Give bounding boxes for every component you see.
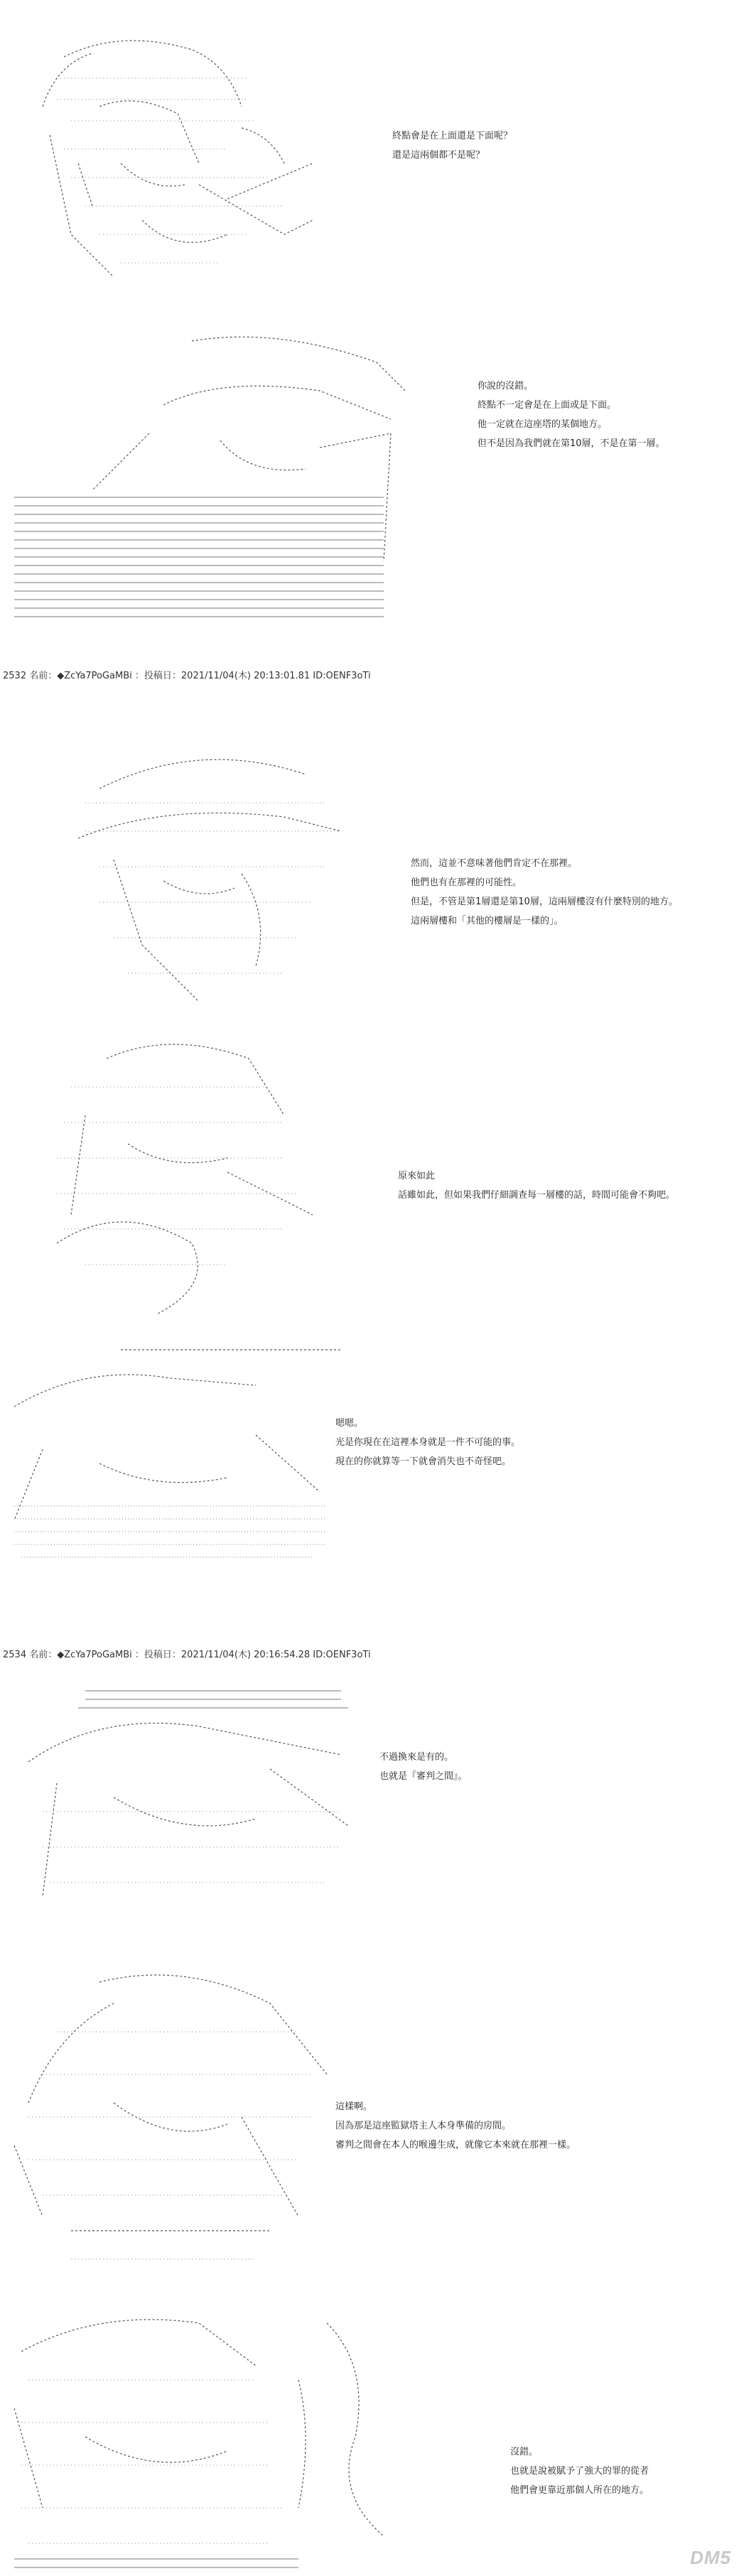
dialogue-line: 終點不一定會是在上面或是下面。	[478, 400, 617, 411]
panel-7	[0, 1961, 744, 2288]
dialogue-line: 你說的沒錯。	[478, 381, 534, 391]
dialogue-box-4	[398, 1167, 675, 1205]
dialogue-line: 這樣啊。	[335, 2101, 373, 2112]
panel-4	[0, 1030, 744, 1328]
dialogue-line: 他們也有在那裡的可能性。	[411, 877, 522, 888]
ascii-art-character-4	[14, 1030, 412, 1328]
dialogue-line: 嗯嗯。	[335, 1418, 364, 1429]
dialogue-box-8	[510, 2442, 649, 2500]
dialogue-line: 因為那是這座監獄塔主人本身準備的房間。	[335, 2121, 512, 2131]
dialogue-line: 沒錯。	[510, 2447, 539, 2457]
panel-3	[0, 732, 744, 1016]
dialogue-box-1	[392, 126, 512, 165]
dialogue-line: 還是這兩個都不是呢？	[392, 150, 485, 161]
panel-8	[0, 2295, 744, 2576]
dialogue-line: 也就是『審判之間』。	[379, 1771, 468, 1782]
ascii-art-character-5	[0, 1336, 398, 1648]
site-watermark-logo	[690, 2547, 731, 2569]
dialogue-line: 話雖如此，但如果我們仔細調查每一層樓的話，時間可能會不夠吧。	[398, 1190, 676, 1201]
panel-2	[0, 320, 744, 661]
dialogue-line: 現在的你就算等一下就會消失也不奇怪吧。	[335, 1456, 512, 1467]
ascii-art-character-3	[57, 732, 455, 1016]
dialogue-line: 終點會是在上面還是下面呢？	[392, 131, 513, 141]
watermark-text: DM5	[690, 2547, 731, 2568]
dialogue-box-2	[478, 377, 665, 453]
dialogue-box-5	[335, 1414, 520, 1471]
ascii-art-character-1	[14, 21, 412, 291]
dialogue-line: 但不是因為我們就在第10層，不是在第一層。	[478, 438, 665, 449]
ascii-art-character-6	[14, 1684, 412, 1939]
panel-1	[0, 0, 744, 298]
panel-5	[0, 1336, 744, 1648]
ascii-art-character-8	[0, 2295, 398, 2576]
dialogue-line: 審判之間會在本人的喉邊生成，就像它本來就在那裡一樣。	[335, 2140, 576, 2150]
dialogue-line: 他們會更靠近那個人所在的地方。	[510, 2485, 649, 2496]
panel-6	[0, 1669, 744, 1939]
dialogue-line: 但是，不管是第1層還是第10層，這兩層樓沒有什麼特別的地方。	[411, 897, 678, 907]
post-header: 2534 名前：◆ZcYa7PoGaMBi ：投稿日：2021/11/04(木) 20:16:54.28 ID:OENF3oTi	[3, 1650, 371, 1660]
dialogue-line: 然而，這並不意味著他們肯定不在那裡。	[411, 858, 578, 869]
dialogue-line: 不過換來是有的。	[379, 1752, 454, 1763]
dialogue-line: 原來如此	[398, 1171, 436, 1181]
dialogue-line: 也就是說被賦予了強大的罪的從者	[510, 2466, 649, 2477]
dialogue-box-3	[411, 854, 678, 931]
dialogue-line: 他一定就在這座塔的某個地方。	[478, 419, 608, 430]
dialogue-line: 光是你現在在這裡本身就是一件不可能的事。	[335, 1437, 521, 1448]
dialogue-box-6	[379, 1748, 468, 1786]
post-header: 2532 名前：◆ZcYa7PoGaMBi ：投稿日：2021/11/04(木) 20:13:01.81 ID:OENF3oTi	[3, 671, 371, 681]
dialogue-box-7	[335, 2097, 576, 2155]
dialogue-line: 這兩層樓和「其他的樓層是一樣的」。	[411, 916, 564, 926]
ascii-art-character-2	[7, 320, 405, 654]
